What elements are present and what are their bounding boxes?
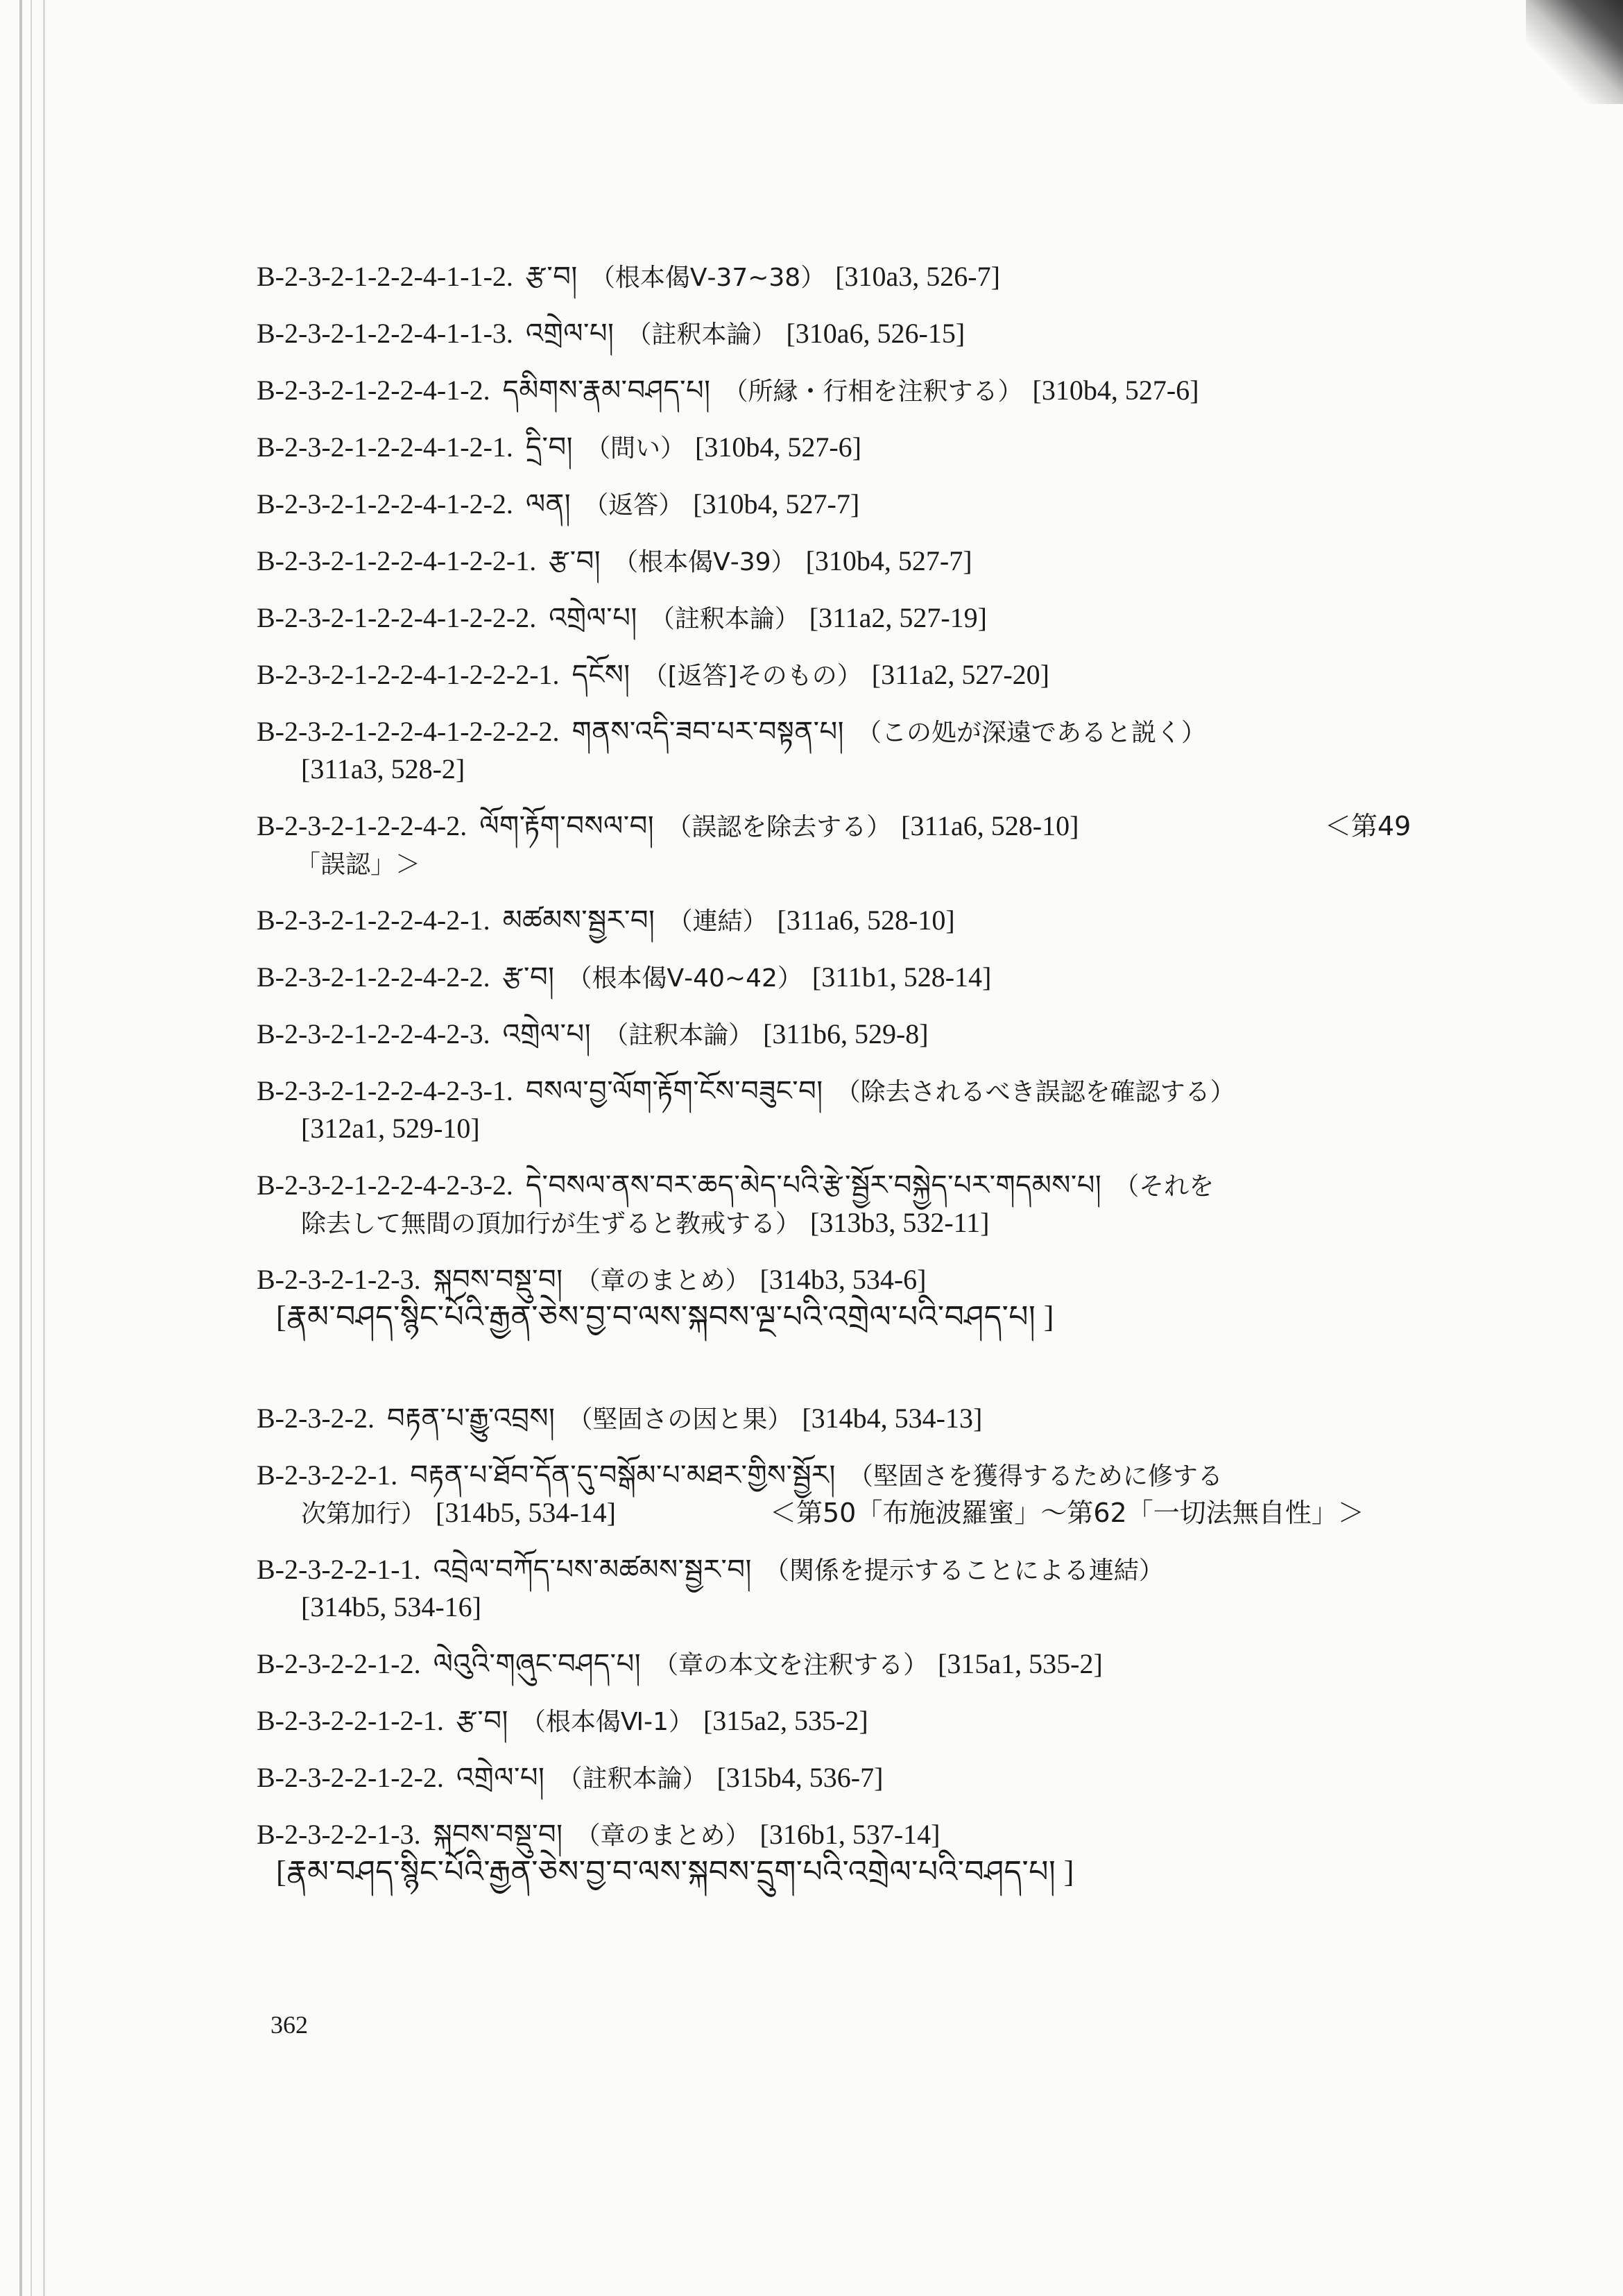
binding-shadow [19, 0, 22, 2296]
outline-entry-continuation: [314b5, 534-16] [301, 1591, 481, 1622]
cross-reference-note: ＜第49 [1325, 811, 1411, 841]
outline-entry: B-2-3-2-2-1-1. འབྲེལ་བཀོད་པས་མཚམས་སྦྱར་བ། （関係を提示することによる連結） [257, 1554, 1164, 1585]
outline-entry: B-2-3-2-1-2-2-4-1-1-3. འགྲེལ་པ། （註釈本論） [310a6, 526-15] [257, 318, 965, 349]
outline-entry: B-2-3-2-1-2-2-4-1-2-1. དྲི་བ། （問い） [310b4, 527-6] [257, 431, 861, 463]
outline-entry: B-2-3-2-2-1. བརྟན་པ་ཐོབ་དོན་དུ་བསྒོམ་པ་མཐར་གྱིས་སྦྱོར། （堅固さを獲得するために修する [257, 1459, 1223, 1491]
outline-entry: B-2-3-2-2-1-2. ལེའུའི་གཞུང་བཤད་པ། （章の本文を注釈する） [315a1, 535-2] [257, 1648, 1103, 1679]
outline-entry: B-2-3-2-2-1-2-2. འགྲེལ་པ། （註釈本論） [315b4, 536-7] [257, 1762, 884, 1793]
outline-entry: B-2-3-2-1-2-2-4-2-2. རྩ་བ། （根本偈Ⅴ-40~42） [311b1, 528-14] [257, 961, 992, 993]
outline-entry-continuation: [311a3, 528-2] [301, 753, 465, 785]
chapter-colophon: [རྣམ་བཤད་སྙིང་པོའི་རྒྱན་ཅེས་བྱ་བ་ལས་སྐབས་དྲུག་པའི་འགྲེལ་པའི་བཤད་པ། ] [276, 1855, 1074, 1889]
chapter-colophon: [རྣམ་བཤད་སྙིང་པོའི་རྒྱན་ཅེས་བྱ་བ་ལས་སྐབས་ལྔ་པའི་འགྲེལ་པའི་བཤད་པ། ] [276, 1300, 1054, 1334]
outline-entry: B-2-3-2-1-2-2-4-1-2-2-2-1. དངོས། （[返答]そのもの） [311a2, 527-20] [257, 659, 1049, 690]
outline-entry: B-2-3-2-1-2-2-4-1-2-2-2-2. གནས་འདི་ཟབ་པར་བསྟན་པ། （この処が深遠であると説く） [257, 716, 1207, 747]
outline-entry: B-2-3-2-1-2-2-4-2-3-1. བསལ་བྱ་ལོག་རྟོག་ངོས་བཟུང་བ། （除去されるべき誤認を確認する） [257, 1075, 1235, 1106]
outline-entry: B-2-3-2-1-2-2-4-1-2-2-2. འགྲེལ་པ། （註釈本論） [311a2, 527-19] [257, 602, 987, 633]
outline-entry: B-2-3-2-1-2-2-4-1-2-2. ལན། （返答） [310b4, 527-7] [257, 488, 860, 520]
outline-entry: B-2-3-2-1-2-2-4-2-3-2. དེ་བསལ་ནས་བར་ཆད་མེད་པའི་རྩེ་སྦྱོར་བསྐྱེད་པར་གདམས་པ། （それを [257, 1170, 1214, 1201]
outline-entry: B-2-3-2-1-2-2-4-2-1. མཚམས་སྦྱར་བ། （連結） [311a6, 528-10] [257, 905, 955, 936]
scan-corner-shadow [1526, 0, 1623, 104]
outline-entry: B-2-3-2-2-1-2-1. རྩ་བ། （根本偈Ⅵ-1） [315a2, 535-2] [257, 1705, 868, 1736]
page-number: 362 [270, 2011, 308, 2039]
outline-entry: B-2-3-2-1-2-2-4-1-1-2. རྩ་བ། （根本偈Ⅴ-37~38） [310a3, 526-7] [257, 261, 1000, 292]
cross-reference-note: ＜第50「布施波羅蜜」～第62「一切法無自性」＞ [770, 1498, 1364, 1528]
outline-content [257, 258, 1519, 1910]
outline-entry: B-2-3-2-1-2-2-4-2-3. འགྲེལ་པ། （註釈本論） [311b6, 529-8] [257, 1018, 929, 1050]
binding-shadow [43, 0, 45, 2296]
outline-entry: B-2-3-2-1-2-3. སྐབས་བསྡུ་བ། （章のまとめ） [314b3, 534-6] [257, 1264, 927, 1295]
outline-entry-continuation: 「誤認」＞ [295, 850, 421, 879]
outline-entry: B-2-3-2-1-2-2-4-1-2. དམིགས་རྣམ་བཤད་པ། （所縁・行相を注釈する） [310b4, 527-6] [257, 375, 1199, 406]
outline-entry: B-2-3-2-1-2-2-4-1-2-2-1. རྩ་བ། （根本偈Ⅴ-39） [310b4, 527-7] [257, 545, 972, 576]
outline-entry: B-2-3-2-2-1-3. སྐབས་བསྡུ་བ། （章のまとめ） [316b1, 537-14] [257, 1819, 941, 1850]
outline-entry: B-2-3-2-2. བརྟན་པ་རྒྱུ་འབྲས། （堅固さの因と果） [314b4, 534-13] [257, 1403, 983, 1434]
outline-entry: B-2-3-2-1-2-2-4-2. ལོག་རྟོག་བསལ་བ། （誤認を除去する） [311a6, 528-10] ＜第49 [257, 807, 1519, 845]
outline-entry-continuation: 次第加行） [314b5, 534-14] ＜第50「布施波羅蜜」～第62「一切法無自性」＞ [257, 1494, 1519, 1532]
outline-entry-continuation: 除去して無間の頂加行が生ずると教戒する） [313b3, 532-11] [301, 1207, 990, 1238]
binding-shadow [31, 0, 32, 2296]
outline-entry-continuation: [312a1, 529-10] [301, 1113, 480, 1144]
